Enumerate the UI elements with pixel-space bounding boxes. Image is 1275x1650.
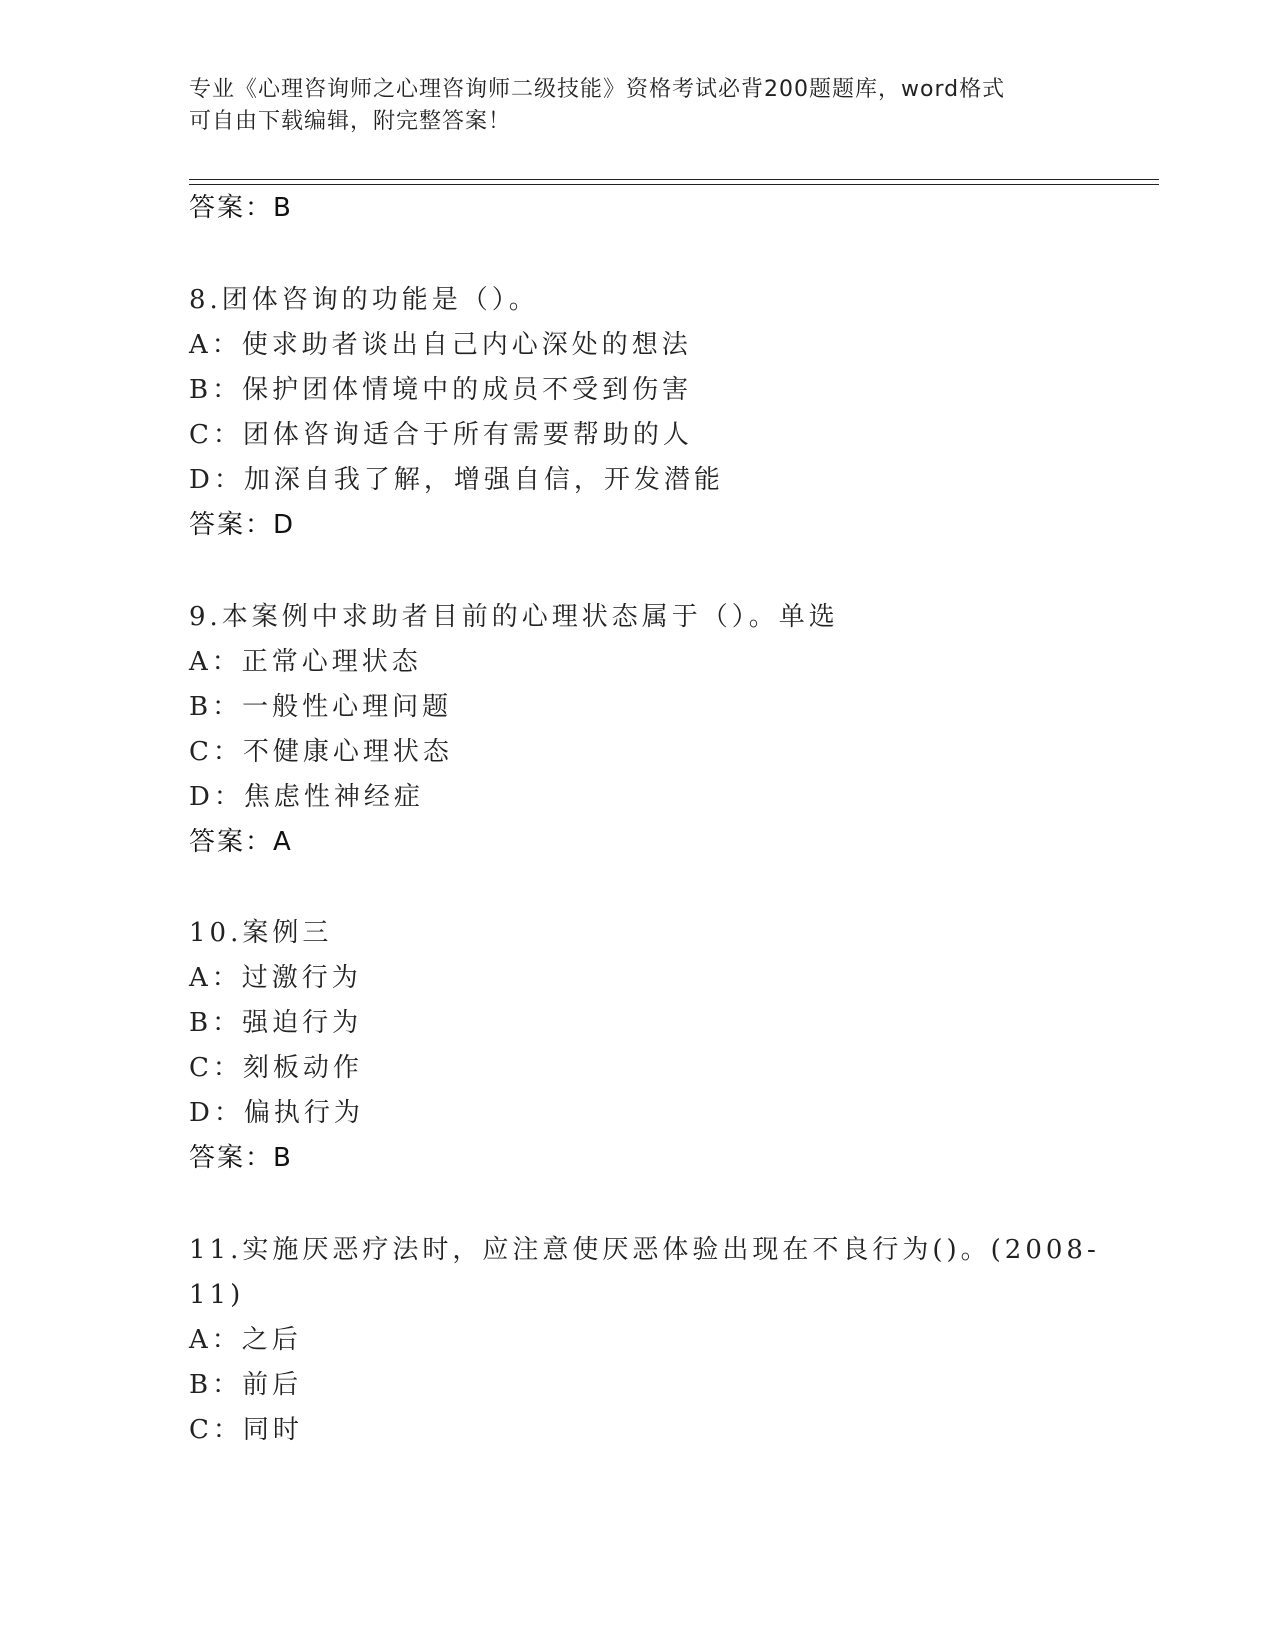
- answer-9: 答案：A: [189, 827, 293, 857]
- question-10-option-c: C：刻板动作: [189, 1053, 363, 1083]
- question-10-stem: 10.案例三: [189, 918, 333, 948]
- question-11-option-c: C：同时: [189, 1415, 303, 1445]
- question-11-option-a: A：之后: [189, 1325, 302, 1355]
- answer-7: 答案：B: [189, 193, 293, 223]
- question-11-stem-line-1: 11.实施厌恶疗法时，应注意使厌恶体验出现在不良行为()。(2008-: [189, 1235, 1100, 1265]
- answer-8: 答案：D: [189, 510, 296, 540]
- header-divider-top: [189, 179, 1159, 180]
- question-8-option-a: A：使求助者谈出自己内心深处的想法: [189, 330, 692, 360]
- question-9-option-a: A：正常心理状态: [189, 647, 422, 677]
- header-line-2: 可自由下载编辑，附完整答案！: [189, 109, 512, 134]
- question-8-option-b: B：保护团体情境中的成员不受到伤害: [189, 375, 693, 405]
- question-8-option-d: D：加深自我了解，增强自信，开发潜能: [189, 465, 724, 495]
- question-9-option-c: C：不健康心理状态: [189, 737, 453, 767]
- question-10-option-b: B：强迫行为: [189, 1008, 363, 1038]
- question-11-option-b: B：前后: [189, 1370, 303, 1400]
- question-10-option-a: A：过激行为: [189, 963, 362, 993]
- question-9-option-b: B：一般性心理问题: [189, 692, 453, 722]
- question-11-stem-line-2: 11): [189, 1280, 245, 1310]
- question-9-option-d: D：焦虑性神经症: [189, 782, 424, 812]
- header-line-1: 专业《心理咨询师之心理咨询师二级技能》资格考试必背200题题库，word格式: [189, 77, 1006, 102]
- header-divider-bottom: [189, 184, 1159, 185]
- question-8-option-c: C：团体咨询适合于所有需要帮助的人: [189, 420, 693, 450]
- question-8-stem: 8.团体咨询的功能是（）。: [189, 285, 539, 315]
- question-10-option-d: D：偏执行为: [189, 1098, 364, 1128]
- answer-10: 答案：B: [189, 1143, 293, 1173]
- question-9-stem: 9.本案例中求助者目前的心理状态属于（）。单选: [189, 602, 839, 632]
- document-header: [189, 74, 1069, 138]
